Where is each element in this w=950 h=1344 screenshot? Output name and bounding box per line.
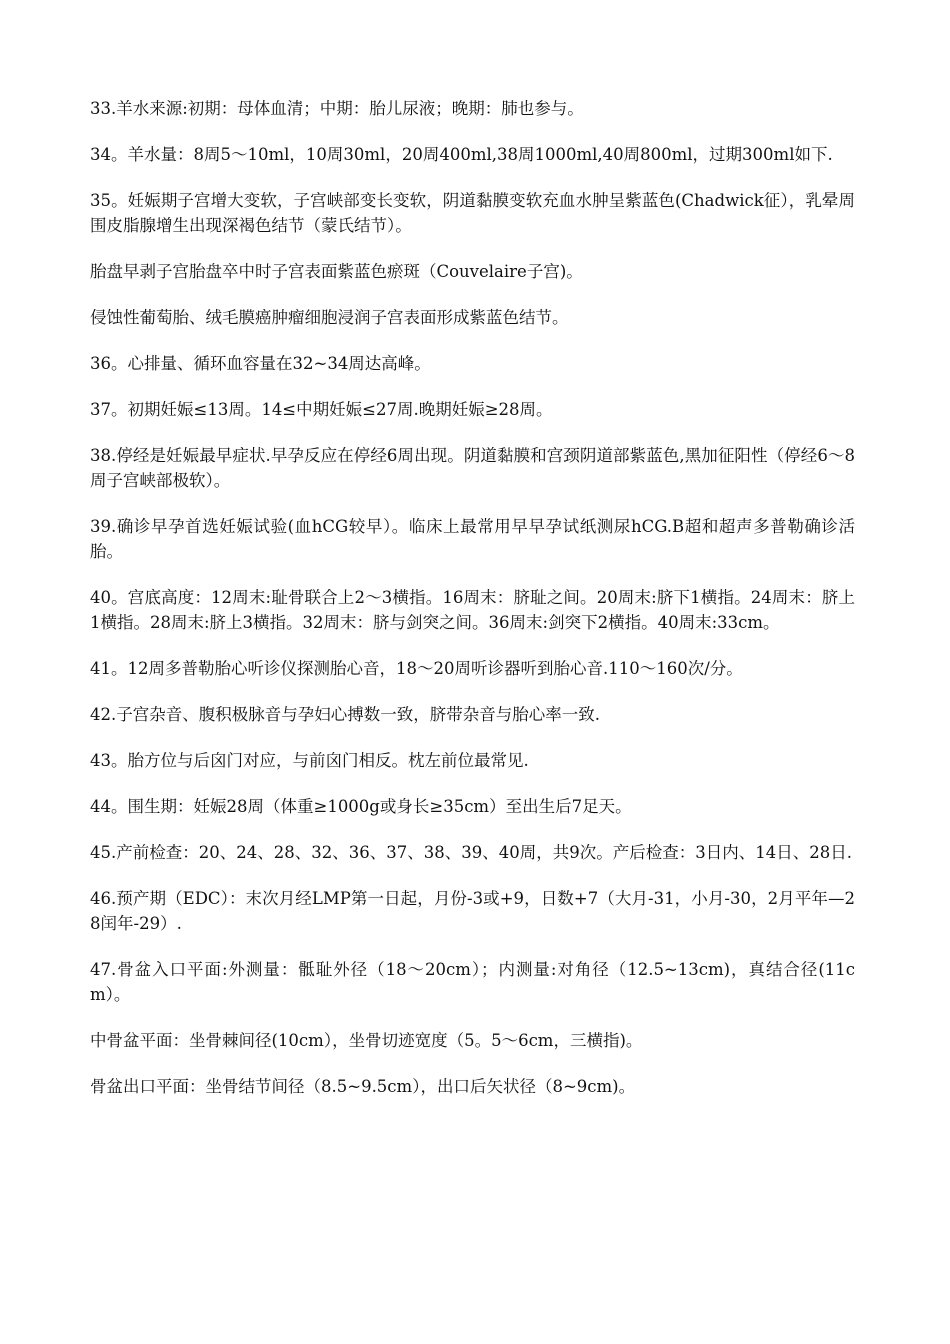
paragraph-37-pregnancy-stages: 37。初期妊娠≤13周。14≤中期妊娠≤27周.晚期妊娠≥28周。	[90, 400, 553, 419]
paragraph-45-prenatal-checks: 45.产前检查：20、24、28、32、36、37、38、39、40周，共9次。产后检查：3日内、14日、28日.	[90, 843, 852, 862]
paragraph-invasive-mole: 侵蚀性葡萄胎、绒毛膜癌肿瘤细胞浸润子宫表面形成紫蓝色结节。	[90, 308, 569, 327]
paragraph-33-amniotic-source: 33.羊水来源:初期：母体血清；中期：胎儿尿液；晚期：肺也参与。	[90, 99, 584, 118]
paragraph-placental-abruption: 胎盘早剥子宫胎盘卒中时子宫表面紫蓝色瘀斑（Couvelaire子宫)。	[90, 262, 583, 281]
paragraph-39-diagnosis: 39.确诊早孕首选妊娠试验(血hCG较早）。临床上最常用早早孕试纸测尿hCG.B超和超声多普勒确诊活胎。	[90, 517, 855, 561]
paragraph-47-pelvic-inlet: 47.骨盆入口平面:外测量：骶耻外径（18～20cm）；内测量:对角径（12.5~13cm)，真结合径(11cm）。	[90, 960, 855, 1004]
paragraph-mid-pelvis: 中骨盆平面：坐骨棘间径(10cm），坐骨切迹宽度（5。5～6cm，三横指)。	[90, 1031, 643, 1050]
paragraph-44-perinatal: 44。围生期：妊娠28周（体重≥1000g或身长≥35cm）至出生后7足天。	[90, 797, 632, 816]
document-body	[90, 96, 855, 1120]
paragraph-43-fetal-position: 43。胎方位与后囟门对应，与前囟门相反。枕左前位最常见.	[90, 751, 529, 770]
paragraph-34-amniotic-volume: 34。羊水量：8周5～10ml，10周30ml，20周400ml,38周1000ml,40周800ml，过期300ml如下.	[90, 145, 833, 164]
paragraph-46-due-date: 46.预产期（EDC）：末次月经LMP第一日起，月份-3或+9，日数+7（大月-31，小月-30，2月平年—28闰年-29）.	[90, 889, 855, 933]
paragraph-42-souffle: 42.子宫杂音、腹积极脉音与孕妇心搏数一致，脐带杂音与胎心率一致.	[90, 705, 600, 724]
paragraph-pelvic-outlet: 骨盆出口平面：坐骨结节间径（8.5~9.5cm），出口后矢状径（8~9cm)。	[90, 1077, 636, 1096]
paragraph-40-fundal-height: 40。宫底高度：12周末:耻骨联合上2～3横指。16周末：脐耻之间。20周末:脐下1横指。24周末：脐上1横指。28周末:脐上3横指。32周末：脐与剑突之间。36周末:剑突下2横指。40周末:33cm。	[90, 588, 855, 632]
paragraph-38-amenorrhea: 38.停经是妊娠最早症状.早孕反应在停经6周出现。阴道黏膜和宫颈阴道部紫蓝色,黑加征阳性（停经6～8周子宫峡部极软）。	[90, 446, 855, 490]
paragraph-41-fetal-heart: 41。12周多普勒胎心听诊仪探测胎心音，18～20周听诊器听到胎心音.110～160次/分。	[90, 659, 743, 678]
paragraph-35-uterus-changes: 35。妊娠期子宫增大变软，子宫峡部变长变软，阴道黏膜变软充血水肿呈紫蓝色(Chadwick征），乳晕周围皮脂腺增生出现深褐色结节（蒙氏结节）。	[90, 191, 855, 235]
paragraph-36-cardiac-output: 36。心排量、循环血容量在32~34周达高峰。	[90, 354, 431, 373]
